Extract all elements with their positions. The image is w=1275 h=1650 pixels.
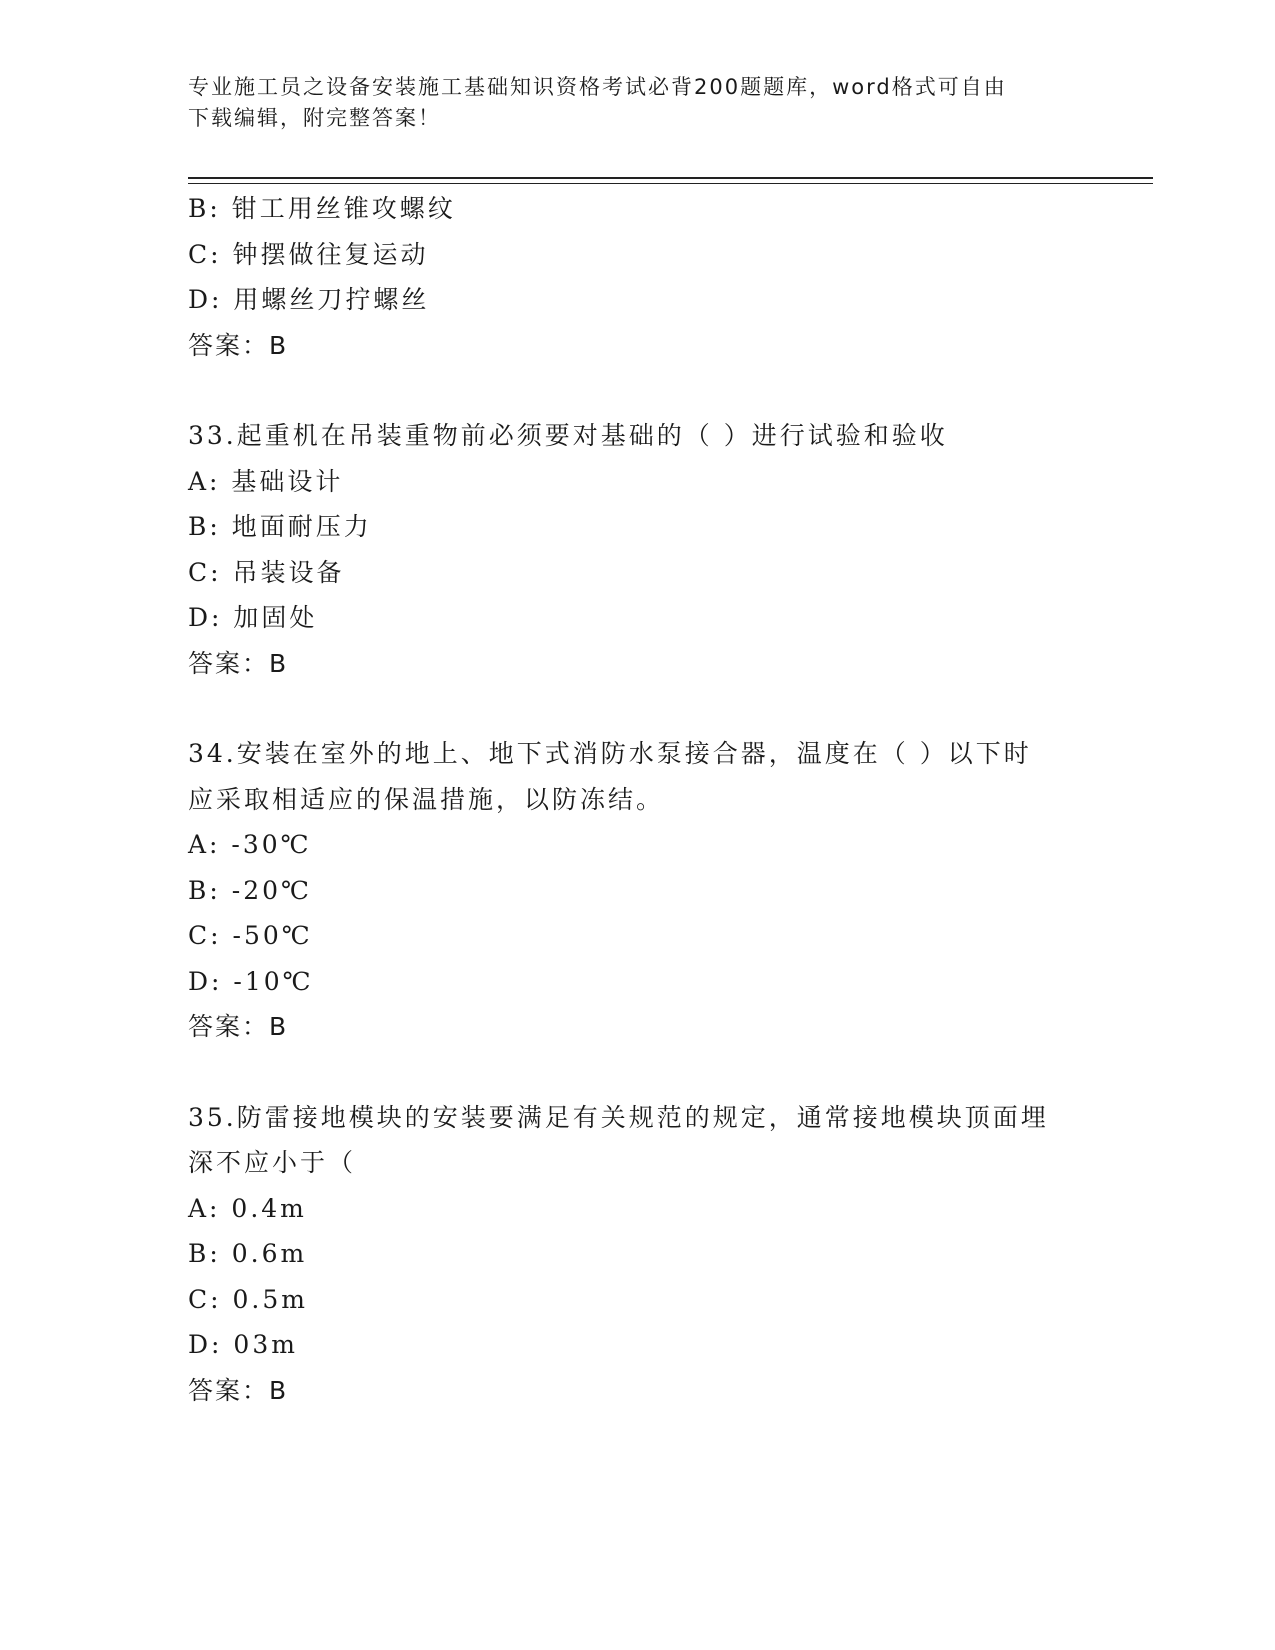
header-divider <box>188 177 1153 184</box>
option-c: C: 0.5m <box>188 1284 308 1314</box>
option-d: D: 用螺丝刀拧螺丝 <box>188 285 430 314</box>
answer-line: 答案：B <box>188 648 289 678</box>
option-a: A: -30℃ <box>188 830 312 859</box>
option-d: D: 加固处 <box>188 603 318 632</box>
option-b: B: 钳工用丝锥攻螺纹 <box>188 194 456 223</box>
answer-line: 答案：B <box>188 1012 289 1041</box>
option-d: D: -10℃ <box>188 966 314 996</box>
question-34 <box>188 731 1088 1050</box>
option-c: C: 吊装设备 <box>188 557 345 587</box>
question-stem-line-2: 深不应小于（ <box>188 1148 357 1177</box>
option-b: B: -20℃ <box>188 875 312 905</box>
option-c: C: -50℃ <box>188 921 313 950</box>
option-d: D: 03m <box>188 1330 298 1359</box>
answer-line: 答案：B <box>188 1375 289 1405</box>
question-33 <box>188 413 1088 686</box>
header-line-1: 专业施工员之设备安装施工基础知识资格考试必背200题题库，word格式可自由 <box>188 75 1007 99</box>
question-35 <box>188 1095 1088 1414</box>
option-b: B: 地面耐压力 <box>188 512 372 541</box>
questions-content <box>188 186 1088 1413</box>
question-continued <box>188 186 1088 368</box>
option-a: A: 0.4m <box>188 1193 307 1223</box>
spacer <box>188 1050 1088 1095</box>
question-stem-line-1: 35.防雷接地模块的安装要满足有关规范的规定，通常接地模块顶面埋 <box>188 1102 1049 1132</box>
option-b: B: 0.6m <box>188 1239 308 1268</box>
answer-line: 答案：B <box>188 330 289 360</box>
document-header <box>188 72 1068 134</box>
header-line-2: 下载编辑，附完整答案！ <box>188 106 441 130</box>
spacer <box>188 368 1088 413</box>
question-stem: 33.起重机在吊装重物前必须要对基础的（ ）进行试验和验收 <box>188 421 948 450</box>
option-a: A: 基础设计 <box>188 466 344 496</box>
spacer <box>188 686 1088 731</box>
question-stem-line-2: 应采取相适应的保温措施，以防冻结。 <box>188 784 665 814</box>
option-c: C: 钟摆做往复运动 <box>188 239 429 269</box>
question-stem-line-1: 34.安装在室外的地上、地下式消防水泵接合器，温度在（ ）以下时 <box>188 739 1032 768</box>
